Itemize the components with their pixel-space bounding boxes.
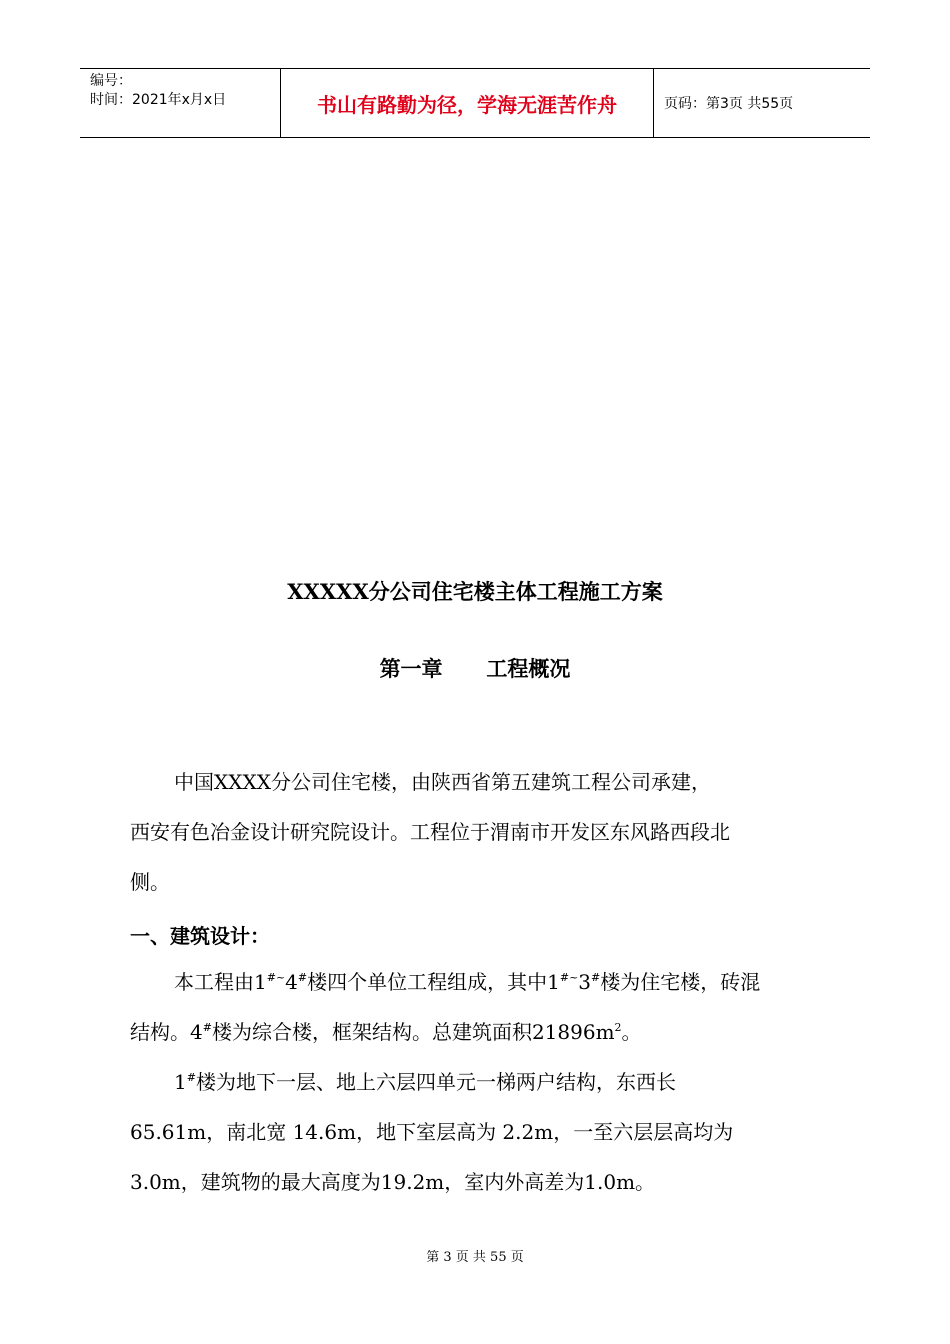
paragraph-line <box>130 1007 820 1057</box>
section-heading-architecture: 一、建筑设计： <box>130 924 270 948</box>
paragraph-line: 侧。 <box>130 870 170 894</box>
text-run: 本工程由1 <box>174 970 267 994</box>
page-header <box>80 68 870 138</box>
text-run: 4 <box>285 970 298 994</box>
paragraph-line: 3.0m，建筑物的最大高度为19.2m，室内外高差为1.0m。 <box>130 1170 656 1194</box>
superscript: #~ <box>559 971 579 984</box>
text-run: 。 <box>621 1020 642 1044</box>
text-run: 楼为综合楼，框架结构。总建筑面积21896m <box>211 1020 615 1044</box>
superscript: # <box>591 971 601 984</box>
text-run: 楼为住宅楼，砖混 <box>600 970 761 994</box>
chapter-title: 第一章 工程概况 <box>379 656 571 681</box>
paragraph-building-1 <box>130 1057 820 1207</box>
paragraph-overview <box>130 757 820 907</box>
text-run: 楼四个单位工程组成，其中1 <box>307 970 560 994</box>
document-title: XXXXX分公司住宅楼主体工程施工方案 <box>287 579 663 604</box>
superscript: # <box>186 1071 196 1084</box>
paragraph-line <box>130 1057 820 1107</box>
text-run: 1 <box>174 1070 187 1094</box>
text-run: 楼为地下一层、地上六层四单元一梯两户结构，东西长 <box>195 1070 676 1094</box>
paragraph-line <box>130 957 820 1007</box>
number-label: 编号： <box>90 73 132 89</box>
page-footer: 第 3 页 共 55 页 <box>426 1250 524 1265</box>
superscript: 2 <box>614 1021 622 1034</box>
paragraph-line: 中国XXXX分公司住宅楼，由陕西省第五建筑工程公司承建， <box>174 770 711 794</box>
header-page-info: 页码：第3页 共55页 <box>664 96 794 112</box>
time-label: 时间：2021年x月x日 <box>90 92 227 108</box>
header-motto: 书山有路勤为径，学海无涯苦作舟 <box>281 69 654 137</box>
superscript: # <box>202 1021 212 1034</box>
header-meta <box>80 69 281 137</box>
text-run: 结构。4 <box>130 1020 203 1044</box>
paragraph-line: 西安有色冶金设计研究院设计。工程位于渭南市开发区东风路西段北 <box>130 820 730 844</box>
paragraph-buildings <box>130 957 820 1057</box>
superscript: # <box>297 971 308 984</box>
paragraph-line: 65.61m，南北宽 14.6m，地下室层高为 2.2m，一至六层层高均为 <box>130 1120 734 1144</box>
text-run: 3 <box>578 970 592 994</box>
superscript: #~ <box>266 971 286 984</box>
